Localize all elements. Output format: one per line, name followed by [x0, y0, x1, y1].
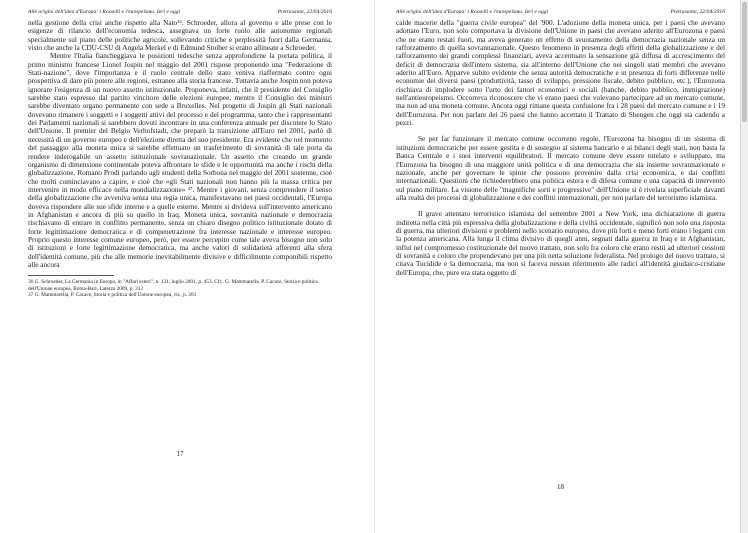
page-gutter [374, 0, 375, 533]
vertical-scrollbar[interactable] [740, 0, 748, 533]
page-right [396, 0, 725, 533]
footnotes [28, 279, 332, 298]
paragraph: nella gestione della crisi anche rispetto alla Nato³⁶. Schroeder, allora al governo e alle prese con le esigenze di rilancio dell'economia tedesca, assegnava un forte ruolo alle autonomie regionali specialmente sul piano delle politiche agricole, sollevando critiche e perplessità fuori dalla Germania, visto che anche la CDU-CSU di Angela Merkel e di Edmund Stoiber si erano allineate a Schroeder. [28, 19, 332, 53]
paragraph: calde macerie della "guerra civile europea" del '900. L'adozione della moneta unica, per i paesi che avevano adottato l'Euro, non solo comportava la divisione dell'Unione in paesi che avevano aderito all'Eurozona e paesi che ne erano restati fuori, ma aveva generato un effetto di svuotamento della democrazia nazionale senza un rafforzamento di quella sovrannazionale. Questo fenomeno in presenza degli effetti della globalizzazione e del rafforzamento dei grandi complessi finanziari, aveva accentuato la sensazione già diffusa di accrescimento del deficit di democrazia dell'intero sistema, sia all'interno dell'Unione che nei singoli stati membri che avevano aderito all'Euro. Apparve subito evidente che senza autorità democratiche e in presenza di forti differenze nelle economie dei diversi paesi (produttività, tasso di sviluppo, pressione fiscale, debito pubblico, etc.), l'Eurozona rischiava di implodere sotto l'urto dei fattori economici e sociali (banche, debito pubblico, immigrazione) nell'antieuropeismo. Occorreva riconoscere che vi erano paesi che volevano partecipare ad un mercato comune, ma non ad una moneta comune. Ancora oggi rimane questa confusione fra i 28 paesi del mercato comune e i 19 dell'Eurozona. Per non parlare dei 26 paesi che hanno accettato il Trattato di Shengen che oggi sta cadendo a pezzi. [396, 19, 725, 128]
page-left [28, 0, 332, 533]
page-number: 17 [176, 450, 184, 458]
scrollbar-thumb[interactable] [742, 2, 747, 122]
page-number: 18 [557, 483, 564, 491]
paragraph: Se per far funzionare il mercato comune occorreno regole, l'Eurozona ha bisogno di un sistema di istituzioni democratiche per essere gestita e di sostegno al sistema bancario e ai bilanci degli stati, non basta la Banca Centrale e i suoi interventi equilibratori. Il mercato comune deve essere tutelato e sviluppato, ma l'Eurozona ha bisogno di una maggiore unità politica e di una democrazia che sia insieme sovrannazionale e nazionale, anche per governare le spinte che possono provenire dalla crisi economica, e dai conflitti internazionali. Questioni che richiederebbero una politica estera e di difesa comune e una capacità di intervento sul piano militare. La visione delle "magnifiche sorti e progressive" dell'Unione si è rivelata superficiale davanti alla realtà dei processi di globalizzazione e dei conflitti internazionali, per non parlare del terrorismo islamista. [396, 135, 725, 202]
header-place-date: Pietrasanta, 22/04/2016 [277, 9, 332, 15]
body-text [28, 19, 332, 269]
running-header [28, 6, 332, 18]
footnote: 37 G. Mammarella, P. Cacace, Storia e politica dell'Unione europea, cit., p. 201 [28, 291, 197, 298]
footnote-divider [28, 275, 114, 276]
body-text [396, 19, 725, 277]
header-title: Alle origini dell'idea d'Europa: i Rosselli e l'europeismo. Ieri e oggi [396, 9, 549, 15]
footnote: 36 G. Schroeder, La Germania in Europa, in "Affari esteri", n. 131, luglio 2001, p. 453. Cfr., G. Mammarella, P. Cacace, Storia e politica dell'Unione europea, Roma-Bari, Laterza 2009, p. 312 [28, 279, 318, 292]
paragraph: Mentre l'Italia fiancheggiava le posizioni tedesche senza approfondirne la portata politica, il primo ministro francese Lionel Jospin nel maggio del 2001 rispose proponendo una "Federazione di Stati-nazione", dove l'importanza e il ruolo centrale dello stato veniva riaffermato contro ogni prospettiva di dare più potere alle regioni, estranee alla storia francese. Tuttavia anche Jospin non poteva ignorare l'esigenza di un nuovo assetto istituzionale. Proponeva, infatti, che il presidente del Consiglio sarebbe stato espresso dal partito vincitore delle elezioni europee, mentre il Consiglio dei ministri sarebbe diventato organo permanente con sede a Bruxelles. Nel progetto di Jospin gli Stati nazionali dovevano rimanere i soggetti e i soggetti attivi del processo e del programma, tanto che i rappresentanti dei Parlamenti nazionali si sarebbero dovuti incontrare in una conferenza annuale per discutere lo Stato dell'Unione. Il premier del Belgio Verhofstadt, che preparò la transizione all'Euro nel 2001, parlò di necessità di un governo europeo e dell'elezione diretta del suo presidente. Era evidente che nel momento del passaggio alla moneta unica si sarebbe effettuato un trasferimento di sovranità di tale porta da rendere inderogabile un assetto istituzionale sovranazionale. Un assetto che creando un grande organismo di dimensione continentale poteva affrontare le sfide e le opportunità ma anche i rischi della globalizzazione. Romano Prodi parlando agli studenti della Sorbona nel maggio del 2001 sostenne, cioè che molti cominciavano a capire, e cioè che «gli Stati nazionali non hanno più la massa critica per intervenire in modo efficace nella mondializzazione» ³⁷. Mentre i giovani, senza comprendere il senso della globalizzazione che avveniva senza una regia unica, manifestavano nei paesi occidentali, l'Europa doveva rispondere alle sue sfide interne e a quelle esterne. Mentre si divideva sull'intervento americano in Afghanistan e ancora di più su quello in Iraq. Moneta unica, sovranità nazionale e democrazia rischiavano di entrare in conflitto permanente, senza un chiaro disegno politico istituzionale dotato di forte legittimazione democratica e di compenetrazione fra interesse nazionale e interesse europeo. Proprio questo interesse comune europeo, però, per essere percepito come tale aveva bisogno non solo di istituzioni e forte legittimazione democratica, ma anche valori di solidarietà afferenti alla sfera dell'identità comune, più che alle memorie inevitabilmente divisive e difficilmente componibili rispetto alle ancora [28, 52, 332, 269]
header-place-date: Pietrasanta, 22/04/2016 [670, 9, 725, 15]
paragraph: Il grave attentato terroristico islamista del settembre 2001 a New York, una dichiarazione di guerra indiretta nella città più espressiva della globalizzazione e della civiltà occidentale, significò non solo una risposta di guerra, ma ulteriori divisioni e problemi nello scenario europeo, dove più forti e meno forti erano i legami con la potenza americana. Alla lunga il clima divisivo di quegli anni, segnati dalla guerra in Iraq e in Afghanistan, influì nel compromesso costituzionale del nuovo trattato, non solo fra coloro che erano restii ad ulteriori cessioni di sovranità e coloro che propendevano per una più netta soluzione federalista. Nel prologo del nuovo trattato, si citava Tucidide e la democrazia, ma non si faceva nessun riferimento alle radici all'identità giudaico-cristiane dell'Europa, che, pure era stata oggetto di [396, 210, 725, 277]
running-header [396, 6, 725, 18]
header-title: Alle origini dell'idea d'Europa: i Rosselli e l'europeismo. Ieri e oggi [28, 9, 181, 15]
